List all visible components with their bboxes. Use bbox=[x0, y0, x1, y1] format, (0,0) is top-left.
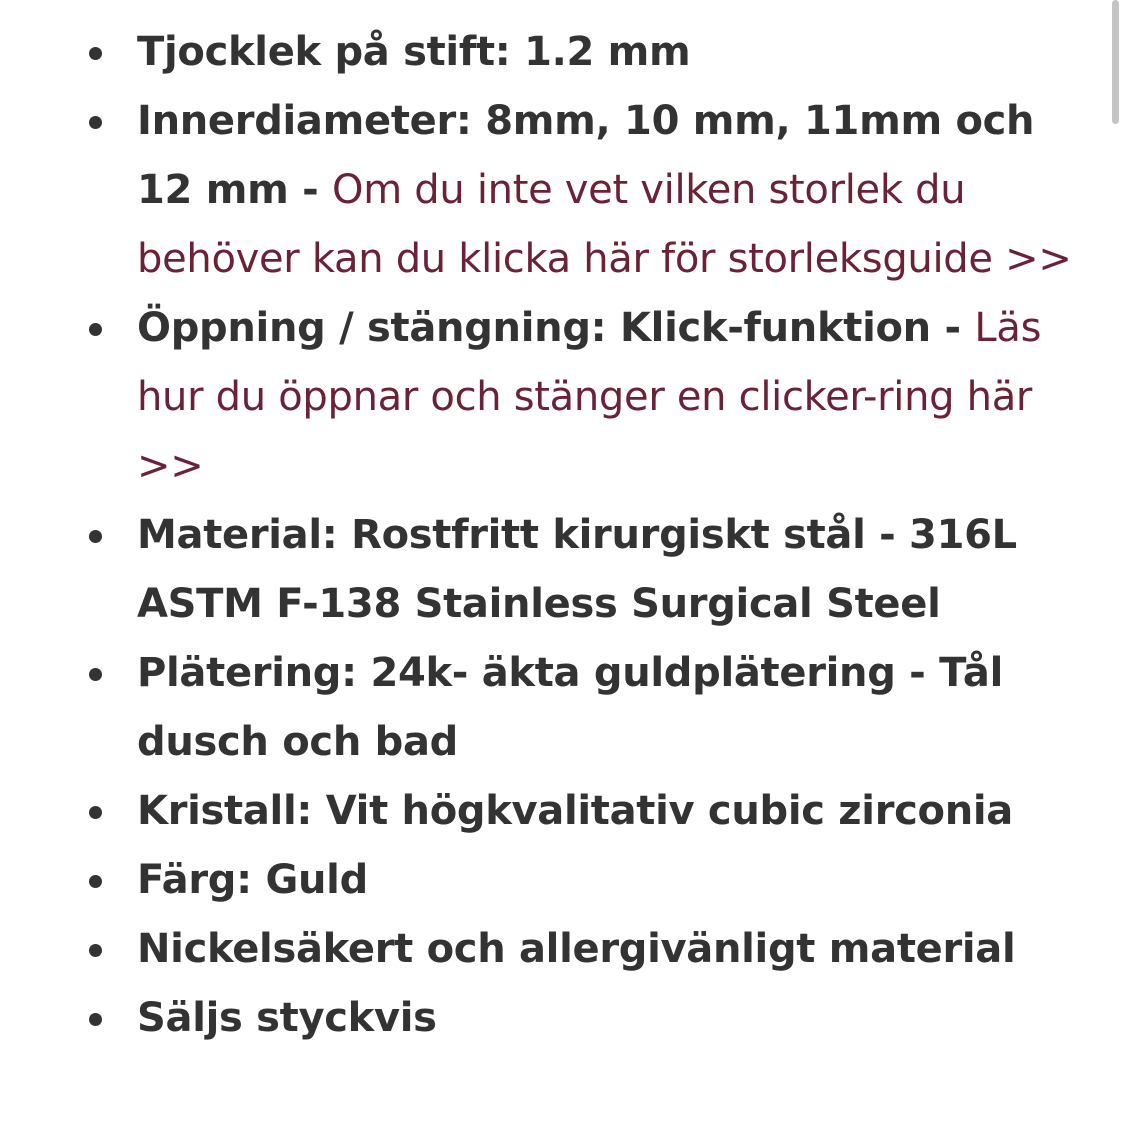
spec-item-thickness bbox=[0, 18, 1100, 87]
scrollbar[interactable] bbox=[1109, 0, 1125, 1125]
spec-item-opening bbox=[0, 294, 1100, 501]
scrollbar-thumb[interactable] bbox=[1112, 0, 1119, 124]
bullet-icon bbox=[89, 944, 102, 957]
bullet-icon bbox=[89, 1013, 102, 1026]
bullet-icon bbox=[89, 875, 102, 888]
spec-text-thickness: Tjocklek på stift: 1.2 mm bbox=[137, 29, 691, 75]
bullet-icon bbox=[89, 47, 102, 60]
spec-text-plating: Plätering: 24k- äkta guldplätering - Tål dusch och bad bbox=[137, 650, 1003, 765]
spec-text-crystal: Kristall: Vit högkvalitativ cubic zirconia bbox=[137, 788, 1013, 834]
spec-item-nickel-safe bbox=[0, 915, 1100, 984]
spec-item-inner-diameter bbox=[0, 87, 1100, 294]
bullet-icon bbox=[89, 116, 102, 129]
spec-text-inner-diameter: Innerdiameter: 8mm, 10 mm, 11mm och 12 mm - bbox=[137, 98, 1035, 213]
bullet-icon bbox=[89, 530, 102, 543]
spec-text-sold-individually: Säljs styckvis bbox=[137, 995, 437, 1041]
spec-item-plating bbox=[0, 639, 1100, 777]
spec-item-color bbox=[0, 846, 1100, 915]
spec-text-opening: Öppning / stängning: Klick-funktion - bbox=[137, 305, 975, 351]
bullet-icon bbox=[89, 668, 102, 681]
spec-item-crystal bbox=[0, 777, 1100, 846]
spec-text-nickel-safe: Nickelsäkert och allergivänligt material bbox=[137, 926, 1016, 972]
clicker-ring-guide-link[interactable]: Läs hur du öppnar och stänger en clicker-ring här >> bbox=[137, 305, 1042, 489]
product-spec-list bbox=[0, 18, 1100, 1053]
size-guide-link[interactable]: Om du inte vet vilken storlek du behöver kan du klicka här för storleksguide >> bbox=[137, 167, 1072, 282]
bullet-icon bbox=[89, 323, 102, 336]
spec-item-sold-individually bbox=[0, 984, 1100, 1053]
spec-text-color: Färg: Guld bbox=[137, 857, 368, 903]
spec-item-material bbox=[0, 501, 1100, 639]
spec-text-material: Material: Rostfritt kirurgiskt stål - 316L ASTM F-138 Stainless Surgical Steel bbox=[137, 512, 1017, 627]
bullet-icon bbox=[89, 806, 102, 819]
